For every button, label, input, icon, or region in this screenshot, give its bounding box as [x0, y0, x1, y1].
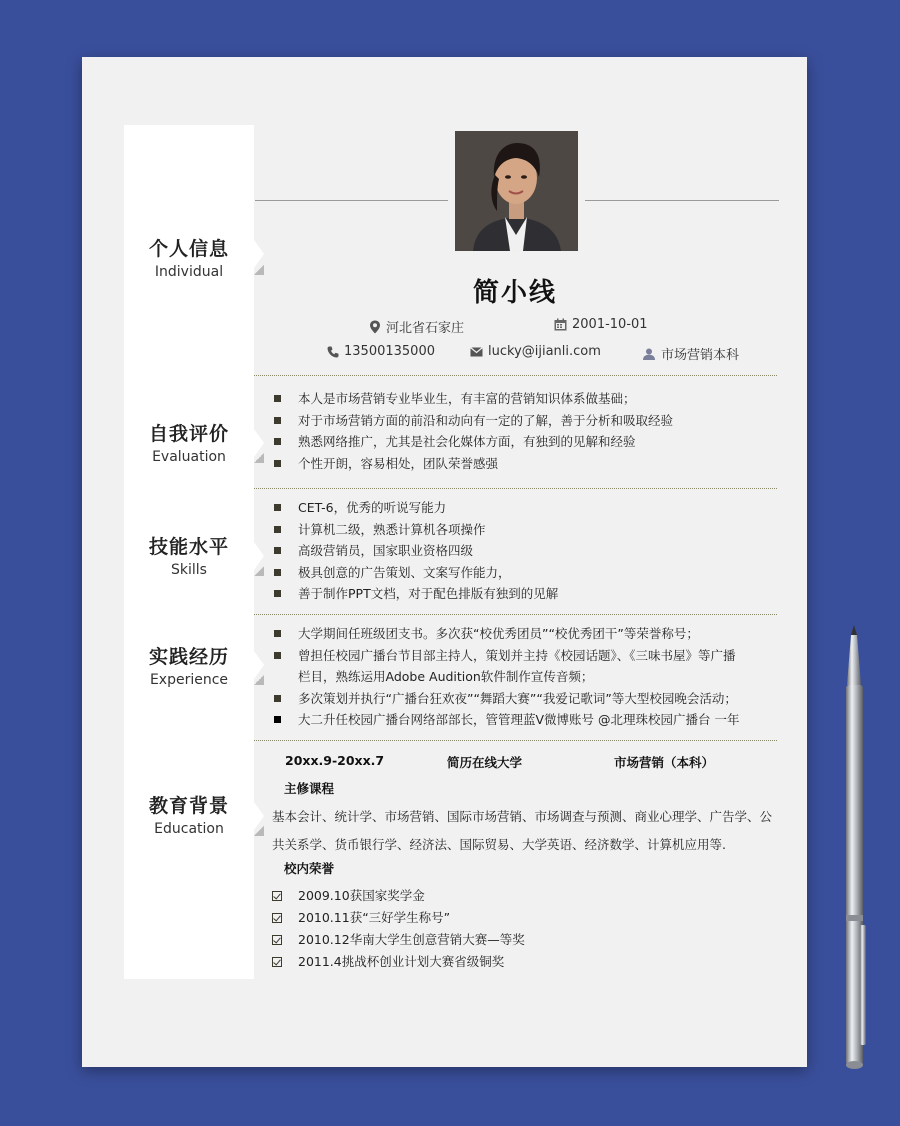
envelope-icon [470, 347, 483, 357]
list-item [274, 583, 558, 605]
bullet-square-icon [274, 460, 281, 467]
item-text: 曾担任校园广播台节目部主持人，策划并主持《校园话题》、《三味书屋》等广播 [298, 647, 736, 663]
email-text: lucky@ijianli.com [488, 344, 601, 359]
header-line-left [255, 200, 448, 201]
list-item-continuation [274, 666, 740, 688]
section-title-en: Skills [171, 562, 207, 578]
bullet-square-icon [274, 695, 281, 702]
bullet-square-icon [274, 630, 281, 637]
list-item [274, 519, 558, 541]
notch-shadow [254, 566, 264, 576]
section-title-en: Individual [154, 264, 224, 280]
list-item [274, 497, 558, 519]
bullet-square-icon [274, 504, 281, 511]
graduate-icon [642, 348, 656, 360]
pen-decoration [838, 625, 874, 1075]
section-divider [254, 488, 777, 489]
resume-paper [82, 57, 807, 1067]
item-text: 熟悉网络推广，尤其是社会化媒体方面，有独到的见解和经验 [298, 434, 636, 450]
section-label-experience [124, 642, 254, 688]
list-item [274, 540, 558, 562]
calendar-icon [554, 318, 567, 331]
list-item [274, 410, 673, 432]
courses-text: 基本会计、统计学、市场营销、国际市场营销、市场调查与预测、商业心理学、广告学、公共关系学、货币银行学、经济法、国际贸易、大学英语、经济数学、计算机应用等. [272, 809, 773, 852]
experience-list [274, 623, 740, 731]
bullet-square-icon [274, 590, 281, 597]
section-label-evaluation [124, 419, 254, 465]
list-item [272, 929, 525, 951]
profile-photo [455, 131, 578, 251]
section-notch [254, 240, 264, 268]
item-text: 极具创意的广告策划、文案写作能力， [298, 564, 511, 580]
list-item [274, 453, 673, 475]
list-item [274, 431, 673, 453]
phone-info [327, 344, 435, 359]
item-text: 善于制作PPT文档，对于配色排版有独到的见解 [298, 586, 559, 602]
item-text: 对于市场营销方面的前沿和动向有一定的了解，善于分析和吸取经验 [298, 412, 674, 428]
section-title-en: Education [154, 821, 224, 837]
candidate-name: 简小线 [472, 278, 557, 308]
notch-shadow [254, 453, 264, 463]
education-period: 20xx.9-20xx.7 [285, 753, 385, 768]
section-label-skills [124, 532, 254, 578]
honors-list [272, 885, 525, 973]
header-line-right [585, 200, 779, 201]
bullet-square-icon [274, 395, 281, 402]
item-text: 高级营销员，国家职业资格四级 [298, 543, 474, 559]
checkbox-icon [272, 891, 282, 901]
phone-text: 13500135000 [344, 344, 435, 359]
item-text: 大二升任校园广播台网络部部长，管管理蓝V微博账号 @北理珠校园广播台 一年 [298, 712, 740, 728]
item-text: 本人是市场营销专业毕业生，有丰富的营销知识体系做基础； [298, 391, 636, 406]
education-major: 市场营销（本科） [614, 755, 715, 770]
item-text: 栏目，熟练运用Adobe Audition软件制作宣传音频； [298, 669, 594, 685]
degree-text: 市场营销本科 [661, 348, 740, 363]
location-pin-icon [369, 320, 381, 334]
notch-shadow [254, 675, 264, 685]
location-text: 河北省石家庄 [386, 321, 465, 336]
item-text: 多次策划并执行“广播台狂欢夜”“舞蹈大赛”“我爱记歌词”等大型校园晚会活动； [298, 690, 737, 706]
section-title-en: Evaluation [152, 449, 226, 465]
list-item [274, 645, 740, 667]
list-item [272, 951, 525, 973]
bullet-square-icon [274, 526, 281, 533]
list-item [274, 562, 558, 584]
item-text: CET-6，优秀的听说写能力 [298, 500, 447, 515]
section-divider [254, 614, 777, 615]
item-text: 个性开朗，容易相处，团队荣誉感强 [298, 455, 499, 471]
item-text: 2009.10获国家奖学金 [298, 888, 425, 903]
bullet-square-icon [274, 569, 281, 576]
checkbox-icon [272, 913, 282, 923]
list-item [272, 885, 525, 907]
checkbox-icon [272, 957, 282, 967]
list-item [272, 907, 525, 929]
section-divider [254, 740, 777, 741]
item-text: 2011.4挑战杯创业计划大赛省级铜奖 [298, 954, 505, 969]
section-title-en: Experience [149, 672, 229, 688]
section-title-cn: 个人信息 [148, 238, 229, 260]
list-item [274, 623, 740, 645]
honors-heading: 校内荣誉 [284, 861, 335, 876]
bullet-square-icon [274, 438, 281, 445]
courses-heading: 主修课程 [284, 781, 335, 796]
evaluation-list [274, 388, 673, 474]
section-label-individual [124, 234, 254, 280]
section-label-education [124, 791, 254, 837]
education-school: 简历在线大学 [447, 755, 523, 770]
bullet-square-icon [274, 652, 281, 659]
item-text: 大学期间任班级团支书。多次获“校优秀团员”“校优秀团干”等荣誉称号； [298, 626, 699, 641]
list-item [274, 688, 740, 710]
section-title-cn: 实践经历 [148, 646, 229, 668]
degree-info [642, 344, 739, 363]
bullet-square-icon [274, 417, 281, 424]
birthdate-text: 2001-10-01 [572, 317, 648, 332]
checkbox-icon [272, 935, 282, 945]
section-title-cn: 教育背景 [148, 795, 229, 817]
item-text: 计算机二级，熟悉计算机各项操作 [298, 521, 486, 537]
list-item [274, 709, 740, 731]
notch-shadow [254, 265, 264, 275]
location-info [369, 317, 464, 336]
bullet-square-icon [274, 547, 281, 554]
phone-icon [327, 346, 339, 358]
email-info [470, 344, 601, 359]
section-title-cn: 自我评价 [148, 423, 229, 445]
item-text: 2010.11获“三好学生称号” [298, 910, 451, 925]
section-divider [254, 375, 777, 376]
bullet-square-icon [274, 716, 281, 723]
notch-shadow [254, 826, 264, 836]
list-item [274, 388, 673, 410]
item-text: 2010.12华南大学生创意营销大赛—等奖 [298, 932, 525, 947]
section-title-cn: 技能水平 [148, 536, 229, 558]
skills-list [274, 497, 558, 605]
birthdate-info [554, 317, 648, 332]
